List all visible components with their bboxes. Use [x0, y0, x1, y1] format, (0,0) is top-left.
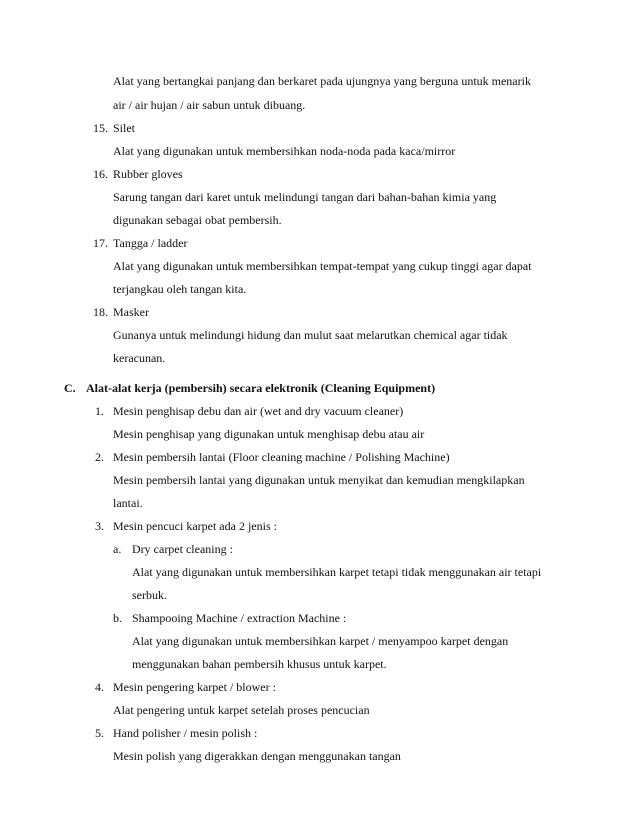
c-item-2-desc-line-2: lantai.: [113, 496, 143, 510]
item-15-desc-line-1: Alat yang digunakan untuk membersihkan noda-noda pada kaca/mirror: [113, 144, 456, 158]
item-16-desc-line-2: digunakan sebagai obat pembersih.: [113, 213, 282, 227]
c-3-sub-a-desc-line-1: Alat yang digunakan untuk membersihkan karpet tetapi tidak menggunakan air tetapi: [132, 565, 542, 579]
c-item-5-number: 5.: [95, 726, 104, 740]
c-item-2-number: 2.: [95, 450, 104, 464]
c-item-2-title: Mesin pembersih lantai (Floor cleaning machine / Polishing Machine): [113, 450, 450, 464]
c-item-4-number: 4.: [95, 680, 104, 694]
item-15-number: 15.: [93, 121, 108, 135]
item-15-title: Silet: [113, 121, 136, 135]
item-14-desc-line-2: air / air hujan / air sabun untuk dibuang.: [113, 98, 306, 112]
item-16-desc-line-1: Sarung tangan dari karet untuk melindungi tangan dari bahan-bahan kimia yang: [113, 190, 497, 204]
c-item-4-title: Mesin pengering karpet / blower :: [113, 680, 276, 694]
item-17-title: Tangga / ladder: [113, 236, 188, 250]
c-item-2-desc-line-1: Mesin pembersih lantai yang digunakan untuk menyikat dan kemudian mengkilapkan: [113, 473, 525, 487]
c-3-sub-a-letter: a.: [113, 542, 122, 556]
c-item-3-title: Mesin pencuci karpet ada 2 jenis :: [113, 519, 277, 533]
section-c-heading: Alat-alat kerja (pembersih) secara elektronik (Cleaning Equipment): [86, 381, 436, 395]
item-17-desc-line-1: Alat yang digunakan untuk membersihkan tempat-tempat yang cukup tinggi agar dapat: [113, 259, 532, 273]
c-3-sub-b-desc-line-2: menggunakan bahan pembersih khusus untuk karpet.: [132, 657, 387, 671]
c-item-1-title: Mesin penghisap debu dan air (wet and dry vacuum cleaner): [113, 404, 404, 418]
c-3-sub-b-letter: b.: [113, 611, 122, 625]
c-item-5-desc-line-1: Mesin polish yang digerakkan dengan menggunakan tangan: [113, 749, 401, 763]
item-18-title: Masker: [113, 305, 149, 319]
item-18-desc-line-2: keracunan.: [113, 351, 166, 365]
item-17-number: 17.: [93, 236, 108, 250]
c-3-sub-a-title: Dry carpet cleaning :: [132, 542, 233, 556]
item-18-desc-line-1: Gunanya untuk melindungi hidung dan mulut saat melarutkan chemical agar tidak: [113, 328, 508, 342]
c-3-sub-b-title: Shampooing Machine / extraction Machine :: [132, 611, 347, 625]
c-3-sub-b-desc-line-1: Alat yang digunakan untuk membersihkan karpet / menyampoo karpet dengan: [132, 634, 509, 648]
c-item-1-desc-line-1: Mesin penghisap yang digunakan untuk menghisap debu atau air: [113, 427, 425, 441]
item-14-desc-line-1: Alat yang bertangkai panjang dan berkaret pada ujungnya yang berguna untuk menarik: [113, 74, 531, 88]
item-17-desc-line-2: terjangkau oleh tangan kita.: [113, 282, 247, 296]
c-item-5-title: Hand polisher / mesin polish :: [113, 726, 258, 740]
c-item-3-number: 3.: [95, 519, 104, 533]
item-18-number: 18.: [93, 305, 108, 319]
c-item-4-desc-line-1: Alat pengering untuk karpet setelah proses pencucian: [113, 703, 370, 717]
item-16-title: Rubber gloves: [113, 167, 183, 181]
c-item-1-number: 1.: [95, 404, 104, 418]
item-16-number: 16.: [93, 167, 108, 181]
c-3-sub-a-desc-line-2: serbuk.: [132, 588, 167, 602]
section-c-letter: C.: [64, 381, 76, 395]
